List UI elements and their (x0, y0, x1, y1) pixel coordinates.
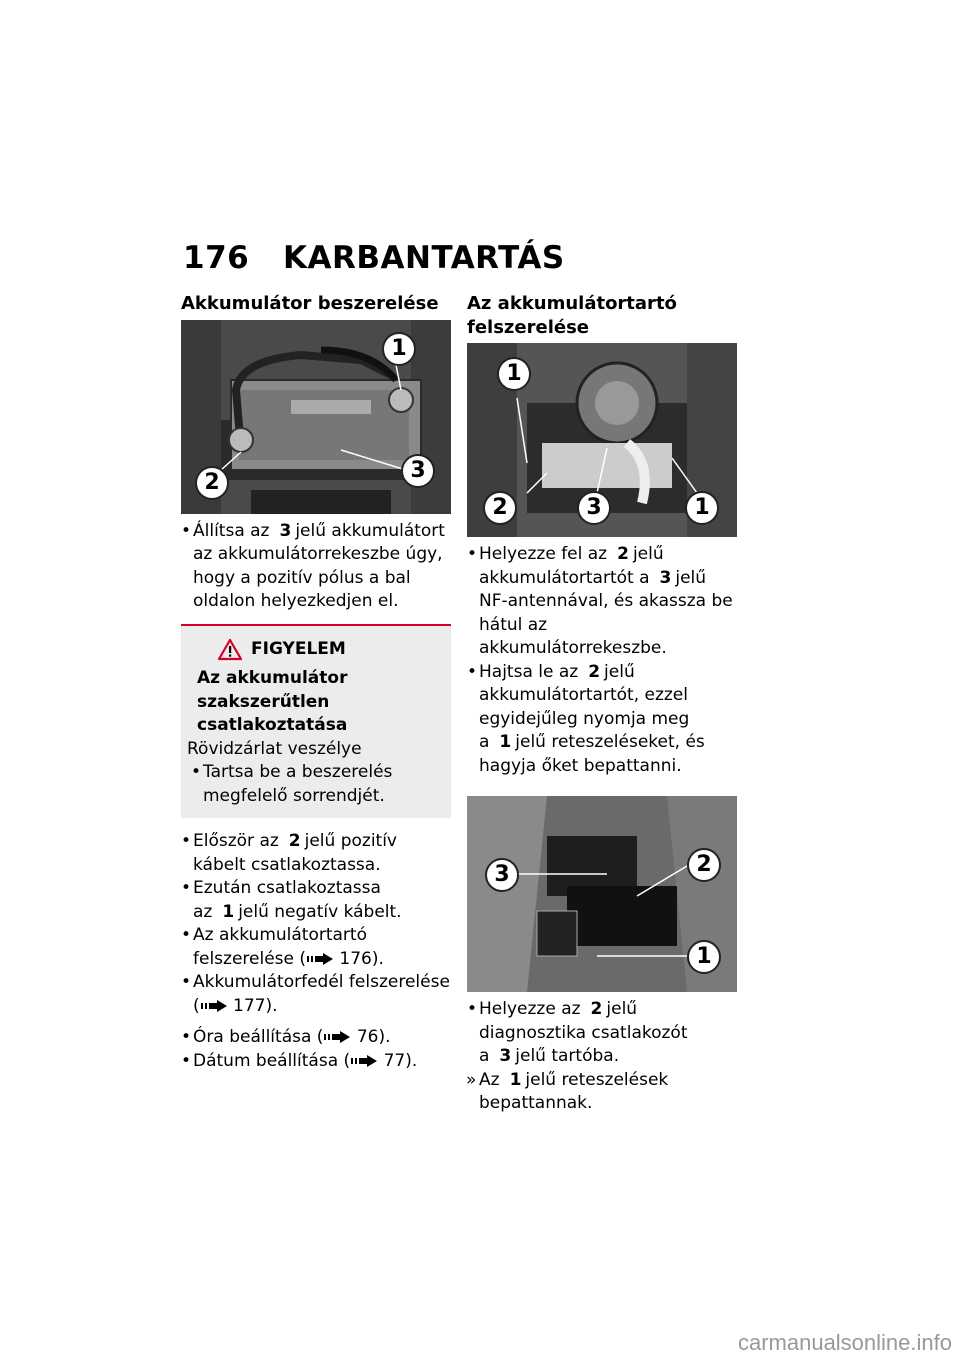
page-number: 176 (183, 240, 250, 276)
warning-bullets (187, 761, 443, 808)
page-link[interactable]: 177 (233, 995, 266, 1016)
right-column (467, 292, 737, 1116)
right-steps-1 (467, 543, 737, 778)
page-reference-arrow-icon (306, 953, 334, 965)
warning-title: FIGYELEM (217, 638, 443, 662)
battery-holder-photo (467, 343, 737, 537)
warning-subtitle: Az akkumulátor szakszerűtlen csatlakoztatása (197, 668, 348, 735)
left-steps-3 (181, 1026, 451, 1073)
warning-risk: Rövidzárlat veszélye (187, 738, 362, 759)
callout-3: 3 (577, 491, 611, 525)
battery-photo (181, 320, 451, 514)
page-link[interactable]: 76 (356, 1027, 379, 1047)
right-heading: Az akkumulátortartó felszerelése (467, 293, 677, 338)
section-title: KARBANTARTÁS (283, 240, 565, 276)
right-steps-2 (467, 998, 737, 1116)
watermark[interactable]: carmanualsonline.info (737, 1330, 952, 1355)
list-item: • Először az 2 jelű pozitív kábelt csatlakoztassa. (181, 830, 451, 877)
list-item: • Helyezze fel az 2 jelű akkumulátortartót a 3 jelű NF-antennával, és akassza be hátul az akkumulátorrekeszbe. (467, 543, 737, 661)
list-item: • Óra beállítása ( 76). (181, 1026, 451, 1050)
page-link[interactable]: 77 (383, 1050, 406, 1071)
list-item: • Hajtsa le az 2 jelű akkumulátortartót, ezzel egyidejűleg nyomja meg a 1 jelű reteszeléseket, és hagyja őket bepattanni. (467, 661, 737, 779)
callout-1b: 1 (685, 491, 719, 525)
callout-2: 2 (483, 491, 517, 525)
list-item: • Ezután csatlakoztassa az 1 jelű negatív kábelt. (181, 877, 451, 924)
list-item: • Az akkumulátortartó felszerelése ( 176). (181, 924, 451, 971)
page-reference-arrow-icon (350, 1055, 378, 1067)
callout-2: 2 (687, 848, 721, 882)
list-item: • Állítsa az 3 jelű akkumulátort az akkumulátorrekeszbe úgy, hogy a pozitív pólus a bal oldalon helyezkedjen el. (181, 520, 451, 614)
callout-1: 1 (687, 940, 721, 974)
callout-3: 3 (401, 454, 435, 488)
diagnosis-connector-photo (467, 796, 737, 992)
page-reference-arrow-icon (323, 1031, 351, 1043)
result-item: » Az 1 jelű reteszelések bepattannak. (467, 1069, 737, 1116)
page-reference-arrow-icon (200, 1000, 228, 1012)
left-column (181, 292, 451, 1073)
left-heading: Akkumulátor beszerelése (181, 293, 439, 314)
list-item: • Akkumulátorfedél felszerelése ( 177). (181, 971, 451, 1018)
warning-triangle-icon (217, 638, 243, 661)
left-steps-1 (181, 520, 451, 614)
callout-3: 3 (485, 858, 519, 892)
callout-1: 1 (382, 332, 416, 366)
callout-2: 2 (195, 466, 229, 500)
warning-box (181, 624, 451, 819)
list-item: • Tartsa be a beszerelés megfelelő sorrendjét. (187, 761, 443, 808)
list-item: • Dátum beállítása ( 77). (181, 1050, 451, 1074)
page-link[interactable]: 176 (339, 948, 372, 969)
page-header (183, 240, 565, 276)
left-steps-2 (181, 830, 451, 1018)
callout-1: 1 (497, 357, 531, 391)
list-item: • Helyezze az 2 jelű diagnosztika csatlakozót a 3 jelű tartóba. (467, 998, 737, 1069)
